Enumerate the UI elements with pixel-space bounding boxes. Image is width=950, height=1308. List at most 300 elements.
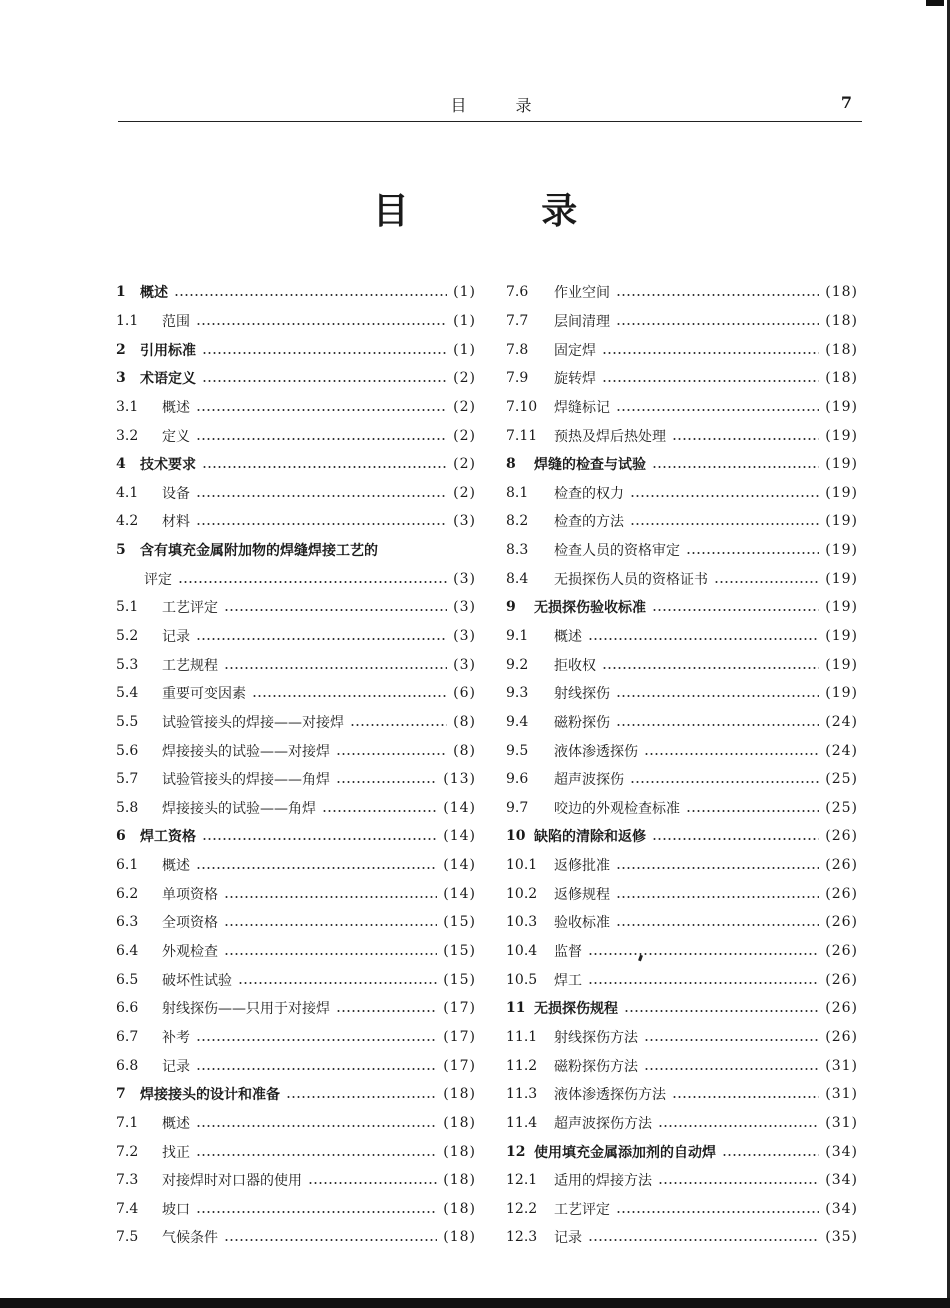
toc-entry <box>506 622 858 651</box>
toc-entry-number: 7.6 <box>506 284 529 301</box>
dot-leader <box>616 724 819 726</box>
toc-entry-title: 焊接接头的试验——角焊 <box>162 800 316 817</box>
page-title: 目 录 <box>372 191 638 232</box>
dot-leader <box>196 1154 437 1156</box>
toc-entry-number: 5.1 <box>116 599 139 616</box>
toc-entry-page: (1) <box>453 341 476 358</box>
dot-leader <box>602 380 819 382</box>
toc-entry-page: (34) <box>825 1172 858 1189</box>
dot-leader <box>686 810 819 812</box>
toc-entry <box>506 1080 858 1109</box>
toc-entry-number: 5.7 <box>116 771 139 788</box>
toc-entry <box>116 1109 476 1138</box>
dot-leader <box>616 409 819 411</box>
dot-leader <box>196 323 447 325</box>
toc-entry <box>116 908 476 937</box>
dot-leader <box>196 495 447 497</box>
toc-entry-title: 找正 <box>162 1144 190 1161</box>
toc-entry-number: 11.1 <box>506 1028 538 1045</box>
toc-entry <box>116 708 476 737</box>
toc-entry <box>506 564 858 593</box>
toc-entry-number: 9.7 <box>506 799 529 816</box>
toc-entry-title: 概述 <box>162 1115 190 1132</box>
dot-leader <box>336 781 437 783</box>
toc-entry-title: 概述 <box>162 858 190 875</box>
toc-entry-title: 射线探伤方法 <box>554 1029 638 1046</box>
toc-entry-number: 9.4 <box>506 713 529 730</box>
toc-entry-number: 11 <box>506 1000 526 1017</box>
dot-leader <box>224 667 447 669</box>
toc-entry-title: 破坏性试验 <box>162 972 232 989</box>
toc-entry <box>506 965 858 994</box>
toc-entry-number: 7.1 <box>116 1114 139 1131</box>
toc-entry <box>506 879 858 908</box>
toc-entry-number: 8.4 <box>506 570 529 587</box>
dot-leader <box>224 1239 437 1241</box>
toc-entry <box>506 679 858 708</box>
toc-entry-title: 液体渗透探伤 <box>554 743 638 760</box>
toc-entry <box>506 1051 858 1080</box>
toc-entry-number: 11.2 <box>506 1057 538 1074</box>
toc-entry-number: 11.3 <box>506 1086 538 1103</box>
toc-entry-number: 6 <box>116 828 126 845</box>
dot-leader <box>686 552 819 554</box>
toc-entry-page: (19) <box>825 570 858 587</box>
toc-entry <box>506 450 858 479</box>
toc-entry-page: (18) <box>443 1143 476 1160</box>
toc-entry-page: (3) <box>453 628 476 644</box>
dot-leader <box>196 523 447 525</box>
dot-leader <box>322 810 437 812</box>
toc-entry <box>506 1223 858 1252</box>
toc-left-column <box>116 278 476 1252</box>
dot-leader <box>336 1010 437 1012</box>
toc-entry-page: (18) <box>825 312 858 329</box>
toc-entry-page: (2) <box>453 370 476 387</box>
toc-entry-page: (3) <box>453 599 476 616</box>
toc-entry <box>506 994 858 1023</box>
toc-entry <box>506 421 858 450</box>
toc-entry-title: 适用的焊接方法 <box>554 1173 652 1190</box>
toc-entry-number: 6.7 <box>116 1028 139 1045</box>
dot-leader <box>196 638 447 640</box>
toc-entry-page: (18) <box>443 1086 476 1103</box>
toc-entry <box>116 1166 476 1195</box>
toc-entry-page: (3) <box>453 656 476 673</box>
toc-entry-number: 3.1 <box>116 398 139 415</box>
toc-entry <box>506 278 858 307</box>
toc-entry-title: 范围 <box>162 313 190 330</box>
toc-entry-page: (24) <box>825 742 858 759</box>
toc-entry-title: 检查人员的资格审定 <box>554 543 680 560</box>
dot-leader <box>672 1096 819 1098</box>
toc-entry-title: 设备 <box>162 485 190 502</box>
toc-entry-number: 10.4 <box>506 943 538 960</box>
toc-entry-page: (14) <box>443 799 476 816</box>
dot-leader <box>630 523 819 525</box>
toc-entry-page: (15) <box>443 971 476 988</box>
toc-entry-page: (6) <box>453 685 476 702</box>
toc-entry-page: (18) <box>825 284 858 301</box>
toc-entry-number: 10 <box>506 828 526 845</box>
toc-entry-title: 单项资格 <box>162 886 218 903</box>
toc-entry <box>506 851 858 880</box>
toc-entry-page: (18) <box>443 1114 476 1131</box>
toc-entry-page: (19) <box>825 513 858 530</box>
toc-entry-title: 记录 <box>162 629 190 645</box>
dot-leader <box>196 409 447 411</box>
toc-entry-number: 7.5 <box>116 1229 139 1246</box>
toc-entry <box>116 822 476 851</box>
toc-entry-title: 引用标准 <box>140 342 196 359</box>
toc-entry <box>116 937 476 966</box>
toc-entry-number: 5.8 <box>116 799 139 816</box>
header-rule <box>118 121 862 122</box>
dot-leader <box>616 924 819 926</box>
toc-entry <box>506 593 858 622</box>
toc-entry-page: (3) <box>453 570 476 587</box>
dot-leader <box>224 953 437 955</box>
toc-entry-title: 返修规程 <box>554 886 610 903</box>
toc-entry-page: (19) <box>825 484 858 501</box>
toc-entry <box>116 1137 476 1166</box>
toc-entry-title: 工艺评定 <box>162 600 218 617</box>
toc-entry-number: 7.11 <box>506 427 538 444</box>
toc-entry-number: 2 <box>116 341 126 358</box>
toc-entry-number: 3 <box>116 370 126 387</box>
toc-entry-number: 7.2 <box>116 1143 139 1160</box>
toc-entry-number: 9.3 <box>506 685 529 702</box>
toc-entry-title: 术语定义 <box>140 371 196 388</box>
toc-entry <box>506 1137 858 1166</box>
toc-entry-title: 无损探伤人员的资格证书 <box>554 571 708 588</box>
dot-leader <box>624 1010 819 1012</box>
toc-entry-title: 焊工 <box>554 972 582 989</box>
toc-entry <box>116 794 476 823</box>
dot-leader <box>658 1182 819 1184</box>
toc-entry-title: 焊接接头的试验——对接焊 <box>162 743 330 760</box>
toc-entry-page: (26) <box>825 914 858 931</box>
toc-entry-title: 缺陷的清除和返修 <box>534 829 646 846</box>
toc-entry-page: (18) <box>443 1172 476 1189</box>
toc-entry-title: 拒收权 <box>554 657 596 674</box>
toc-entry-number: 5 <box>116 542 126 559</box>
toc-entry-title: 咬边的外观检查标准 <box>554 800 680 817</box>
dot-leader <box>652 838 819 840</box>
toc-entry <box>116 622 476 651</box>
toc-entry-page: (18) <box>443 1200 476 1217</box>
toc-entry-page: (2) <box>453 484 476 501</box>
toc-entry-title: 磁粉探伤方法 <box>554 1058 638 1075</box>
dot-leader <box>196 1211 437 1213</box>
toc-entry-title: 固定焊 <box>554 342 596 359</box>
toc-entry <box>116 679 476 708</box>
dot-leader <box>588 1239 819 1241</box>
dot-leader <box>616 323 819 325</box>
toc-entry-number: 5.2 <box>116 628 139 644</box>
toc-entry-title: 超声波探伤 <box>554 772 624 789</box>
dot-leader <box>202 838 437 840</box>
toc-entry-title: 液体渗透探伤方法 <box>554 1087 666 1104</box>
toc-entry <box>506 765 858 794</box>
toc-entry-number: 7 <box>116 1086 126 1103</box>
toc-entry-title: 试验管接头的焊接——对接焊 <box>162 714 344 731</box>
toc-entry-number: 4.2 <box>116 513 139 530</box>
dot-leader <box>630 781 819 783</box>
toc-entry-title: 工艺规程 <box>162 657 218 674</box>
toc-entry <box>506 1166 858 1195</box>
toc-entry-page: (3) <box>453 513 476 530</box>
toc-entry-page: (8) <box>453 713 476 730</box>
toc-entry-number: 7.4 <box>116 1200 139 1217</box>
toc-entry-number: 10.1 <box>506 857 538 874</box>
toc-entry <box>116 507 476 536</box>
toc-entry-page: (31) <box>825 1057 858 1074</box>
toc-entry-title: 射线探伤 <box>554 686 610 703</box>
toc-entry-title: 射线探伤——只用于对接焊 <box>162 1001 330 1018</box>
toc-entry-page: (26) <box>825 828 858 845</box>
toc-entry-title: 无损探伤规程 <box>534 1001 618 1018</box>
toc-entry-number: 8 <box>506 456 516 473</box>
toc-entry <box>506 364 858 393</box>
toc-entry <box>116 335 476 364</box>
toc-entry-title: 重要可变因素 <box>162 686 246 703</box>
toc-entry <box>116 278 476 307</box>
toc-entry-title: 检查的权力 <box>554 485 624 502</box>
toc-entry-number: 9.2 <box>506 656 529 673</box>
scan-corner-mark <box>926 0 944 6</box>
toc-entry <box>116 307 476 336</box>
toc-entry-title: 补考 <box>162 1029 190 1046</box>
dot-leader <box>644 753 819 755</box>
scan-bottom-border <box>0 1298 950 1308</box>
dot-leader <box>616 1211 819 1213</box>
toc-entry-number: 6.4 <box>116 943 139 960</box>
toc-entry-title: 超声波探伤方法 <box>554 1115 652 1132</box>
dot-leader <box>602 667 819 669</box>
toc-entry-title: 对接焊时对口器的使用 <box>162 1173 302 1190</box>
toc-entry <box>506 908 858 937</box>
toc-entry-title: 预热及焊后热处理 <box>554 428 666 445</box>
toc-entry <box>506 794 858 823</box>
toc-entry-page: (19) <box>825 656 858 673</box>
toc-entry-page: (26) <box>825 857 858 874</box>
toc-entry <box>116 593 476 622</box>
toc-entry <box>506 536 858 565</box>
toc-entry-number: 4.1 <box>116 484 139 501</box>
toc-entry-page: (13) <box>443 771 476 788</box>
toc-entry <box>116 765 476 794</box>
dot-leader <box>658 1125 819 1127</box>
toc-entry-title: 材料 <box>162 514 190 531</box>
toc-entry-page: (8) <box>453 742 476 759</box>
toc-entry-number: 6.1 <box>116 857 139 874</box>
toc-entry-page: (26) <box>825 971 858 988</box>
toc-entry-page: (2) <box>453 456 476 473</box>
toc-entry-page: (2) <box>453 398 476 415</box>
toc-entry <box>506 307 858 336</box>
toc-entry-page: (15) <box>443 943 476 960</box>
toc-entry <box>116 650 476 679</box>
toc-entry <box>506 1195 858 1224</box>
toc-entry <box>116 1051 476 1080</box>
toc-entry-page: (19) <box>825 685 858 702</box>
dot-leader <box>196 1125 437 1127</box>
toc-entry-page: (34) <box>825 1200 858 1217</box>
toc-entry-page: (19) <box>825 599 858 616</box>
running-header <box>120 93 862 117</box>
dot-leader <box>588 638 819 640</box>
dot-leader <box>616 867 819 869</box>
toc-entry-number: 9.1 <box>506 628 529 644</box>
page-number: 7 <box>840 93 852 112</box>
toc-entry-number: 5.6 <box>116 742 139 759</box>
toc-entry-number: 10.5 <box>506 971 538 988</box>
dot-leader <box>630 495 819 497</box>
toc-entry <box>506 937 858 966</box>
dot-leader <box>238 982 437 984</box>
dot-leader <box>644 1039 819 1041</box>
toc-entry <box>116 1023 476 1052</box>
toc-entry-title: 评定 <box>144 571 172 588</box>
toc-entry-number: 12.1 <box>506 1172 538 1189</box>
toc-entry-number: 9.6 <box>506 771 529 788</box>
toc-entry <box>116 478 476 507</box>
toc-entry-title: 记录 <box>162 1058 190 1075</box>
toc-entry <box>116 564 476 593</box>
toc-entry-number: 7.10 <box>506 398 538 415</box>
toc-entry-page: (34) <box>825 1143 858 1160</box>
toc-entry-page: (14) <box>443 857 476 874</box>
dot-leader <box>202 380 447 382</box>
toc-entry <box>506 478 858 507</box>
toc-entry <box>116 421 476 450</box>
toc-entry-title: 返修批准 <box>554 858 610 875</box>
toc-entry <box>116 736 476 765</box>
toc-entry-page: (31) <box>825 1114 858 1131</box>
dot-leader <box>336 753 447 755</box>
toc-entry <box>116 536 476 565</box>
dot-leader <box>652 466 819 468</box>
toc-entry-title: 试验管接头的焊接——角焊 <box>162 772 330 789</box>
toc-entry-number: 6.5 <box>116 971 139 988</box>
toc-entry-title: 气候条件 <box>162 1230 218 1247</box>
toc-entry-number: 8.1 <box>506 484 529 501</box>
toc-entry-page: (1) <box>453 284 476 301</box>
dot-leader <box>308 1182 437 1184</box>
toc-entry <box>116 965 476 994</box>
toc-entry-number: 7.9 <box>506 370 529 387</box>
toc-entry-page: (1) <box>453 312 476 329</box>
dot-leader <box>202 352 447 354</box>
toc-entry-page: (17) <box>443 1028 476 1045</box>
toc-entry-page: (31) <box>825 1086 858 1103</box>
toc-entry-number: 1 <box>116 284 126 301</box>
toc-entry-number: 10.3 <box>506 914 538 931</box>
dot-leader <box>224 896 437 898</box>
toc-entry <box>116 393 476 422</box>
toc-entry-title: 作业空间 <box>554 285 610 302</box>
dot-leader <box>252 695 447 697</box>
toc-entry-title: 工艺评定 <box>554 1201 610 1218</box>
dot-leader <box>224 609 447 611</box>
dot-leader <box>714 581 819 583</box>
toc-entry-title: 含有填充金属附加物的焊缝焊接工艺的 <box>140 543 378 560</box>
dot-leader <box>588 982 819 984</box>
dot-leader <box>202 466 447 468</box>
toc-entry-number: 9 <box>506 599 516 616</box>
dot-leader <box>286 1096 437 1098</box>
dot-leader <box>722 1154 819 1156</box>
toc-entry <box>506 650 858 679</box>
toc-right-column <box>506 278 858 1252</box>
toc-entry-page: (26) <box>825 943 858 960</box>
toc-entry-page: (17) <box>443 1000 476 1017</box>
toc-entry <box>116 1223 476 1252</box>
toc-entry-page: (24) <box>825 713 858 730</box>
toc-entry <box>116 879 476 908</box>
toc-entry-number: 7.8 <box>506 341 529 358</box>
toc-entry-title: 监督 <box>554 944 582 961</box>
toc-entry-page: (35) <box>825 1229 858 1246</box>
toc-entry-page: (18) <box>825 341 858 358</box>
toc-entry-title: 焊缝标记 <box>554 399 610 416</box>
dot-leader <box>350 724 447 726</box>
toc-entry <box>116 1195 476 1224</box>
toc-entry-title: 外观检查 <box>162 944 218 961</box>
toc-entry-page: (18) <box>443 1229 476 1246</box>
toc-entry-number: 11.4 <box>506 1114 538 1131</box>
toc-entry-page: (2) <box>453 427 476 444</box>
dot-leader <box>616 695 819 697</box>
dot-leader <box>196 1039 437 1041</box>
toc-entry-title: 检查的方法 <box>554 514 624 531</box>
dot-leader <box>588 953 819 955</box>
toc-entry-number: 5.4 <box>116 685 139 702</box>
toc-entry <box>506 1109 858 1138</box>
toc-entry-title: 概述 <box>554 629 582 645</box>
toc-entry <box>506 335 858 364</box>
toc-entry-title: 全项资格 <box>162 915 218 932</box>
toc-entry-title: 焊接接头的设计和准备 <box>140 1087 280 1104</box>
toc-entry-page: (17) <box>443 1057 476 1074</box>
toc-entry-number: 6.2 <box>116 885 139 902</box>
dot-leader <box>616 896 819 898</box>
dot-leader <box>602 352 819 354</box>
toc-entry-number: 10.2 <box>506 885 538 902</box>
toc-entry-number: 4 <box>116 456 126 473</box>
toc-entry-page: (19) <box>825 542 858 559</box>
dot-leader <box>616 294 819 296</box>
toc-entry-page: (25) <box>825 799 858 816</box>
toc-entry-number: 12.2 <box>506 1200 538 1217</box>
dot-leader <box>174 294 447 296</box>
toc-entry-number: 1.1 <box>116 312 139 329</box>
toc-entry-number: 8.2 <box>506 513 529 530</box>
toc-entry-number: 12 <box>506 1143 526 1160</box>
toc-entry <box>116 450 476 479</box>
toc-entry-page: (19) <box>825 628 858 644</box>
toc-entry-title: 定义 <box>162 428 190 445</box>
toc-entry-title: 使用填充金属添加剂的自动焊 <box>534 1144 716 1161</box>
dot-leader <box>196 867 437 869</box>
toc-entry <box>116 364 476 393</box>
toc-entry-number: 7.3 <box>116 1172 139 1189</box>
toc-entry-title: 层间清理 <box>554 313 610 330</box>
dot-leader <box>178 581 447 583</box>
toc-entry-number: 6.8 <box>116 1057 139 1074</box>
dot-leader <box>224 924 437 926</box>
